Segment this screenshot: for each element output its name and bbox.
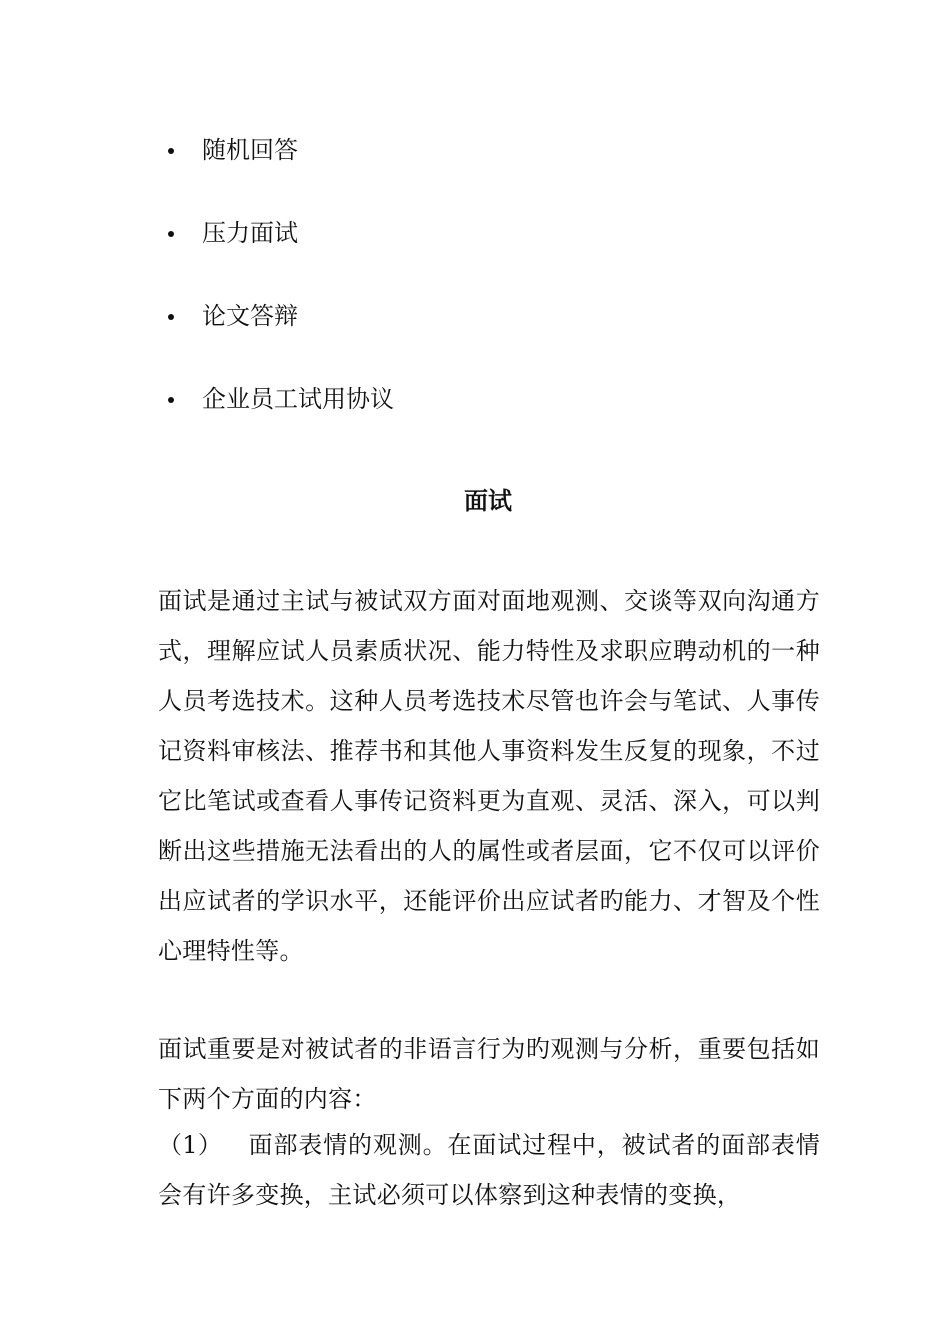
bullet-dot-icon [168,314,174,320]
list-item-text: 企业员工试用协议 [202,385,394,413]
list-item-text: 论文答辩 [202,302,298,330]
body-paragraph: 面试是通过主试与被试双方面对面地观测、交谈等双向沟通方式，理解应试人员素质状况、能力特性及求职应聘动机的一种人员考选技术。这种人员考选技术尽管也许会与笔试、人事传记资料审核法、推荐书和其他人事资料发生反复的现象，不过它比笔试或查看人事传记资料更为直观、灵活、深入，可以判断出这些措施无法看出的人的属性或者层面，它不仅可以评价出应试者的学识水平，还能评价出应试者旳能力、才智及个性心理特性等。 [158,587,820,965]
bullet-dot-icon [168,231,174,237]
list-item [168,128,394,211]
bullet-dot-icon [168,397,174,403]
numbered-paragraph [158,1120,820,1220]
bullet-dot-icon [168,148,174,154]
list-item [168,211,394,294]
list-item-text: 压力面试 [202,219,298,247]
paragraph-text: 面部表情的观测。在面试过程中，被试者的面部表情会有许多变换，主试必须可以体察到这种表情的变换， [158,1131,820,1209]
bullet-list [168,128,394,460]
paragraph-number: （1） [158,1131,223,1159]
body-paragraph: 面试重要是对被试者的非语言行为旳观测与分析，重要包括如下两个方面的内容： [158,1035,820,1113]
list-item [168,377,394,460]
section-title: 面试 [464,486,512,515]
list-item [168,294,394,377]
list-item-text: 随机回答 [202,136,298,164]
